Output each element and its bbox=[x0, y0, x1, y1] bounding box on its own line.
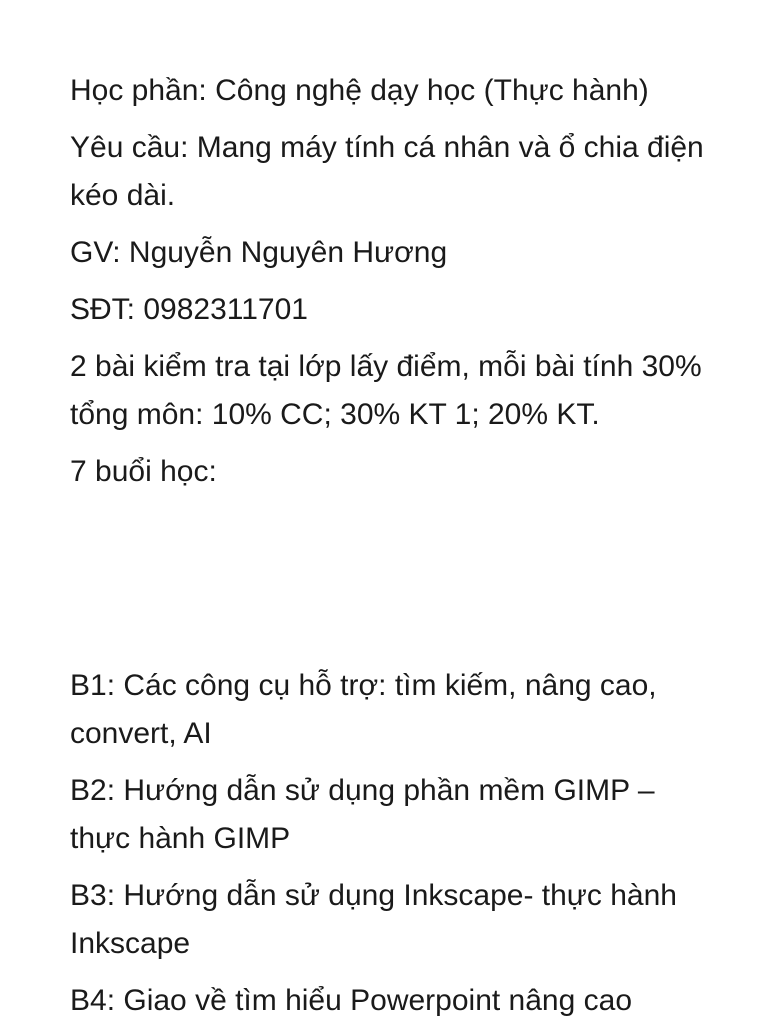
grading-info: 2 bài kiểm tra tại lớp lấy điểm, mỗi bài tính 30% tổng môn: 10% CC; 30% KT 1; 20% KT. bbox=[70, 350, 702, 431]
session-item: B3: Hướng dẫn sử dụng Inkscape- thực hành Inkscape bbox=[70, 879, 677, 960]
lecturer-phone: SĐT: 0982311701 bbox=[70, 293, 308, 326]
lecturer-name: GV: Nguyễn Nguyên Hương bbox=[70, 236, 448, 269]
session-item: B2: Hướng dẫn sử dụng phần mềm GIMP – thực hành GIMP bbox=[70, 774, 655, 855]
session-item: B4: Giao về tìm hiểu Powerpoint nâng cao bbox=[70, 984, 633, 1017]
session-item: B1: Các công cụ hỗ trợ: tìm kiếm, nâng cao, convert, AI bbox=[70, 669, 657, 750]
requirements-text: Yêu cầu: Mang máy tính cá nhân và ổ chia điện kéo dài. bbox=[70, 131, 704, 212]
course-title: Học phần: Công nghệ dạy học (Thực hành) bbox=[70, 74, 649, 107]
sessions-heading: 7 buổi học: bbox=[70, 455, 217, 488]
blank-space bbox=[70, 505, 708, 662]
